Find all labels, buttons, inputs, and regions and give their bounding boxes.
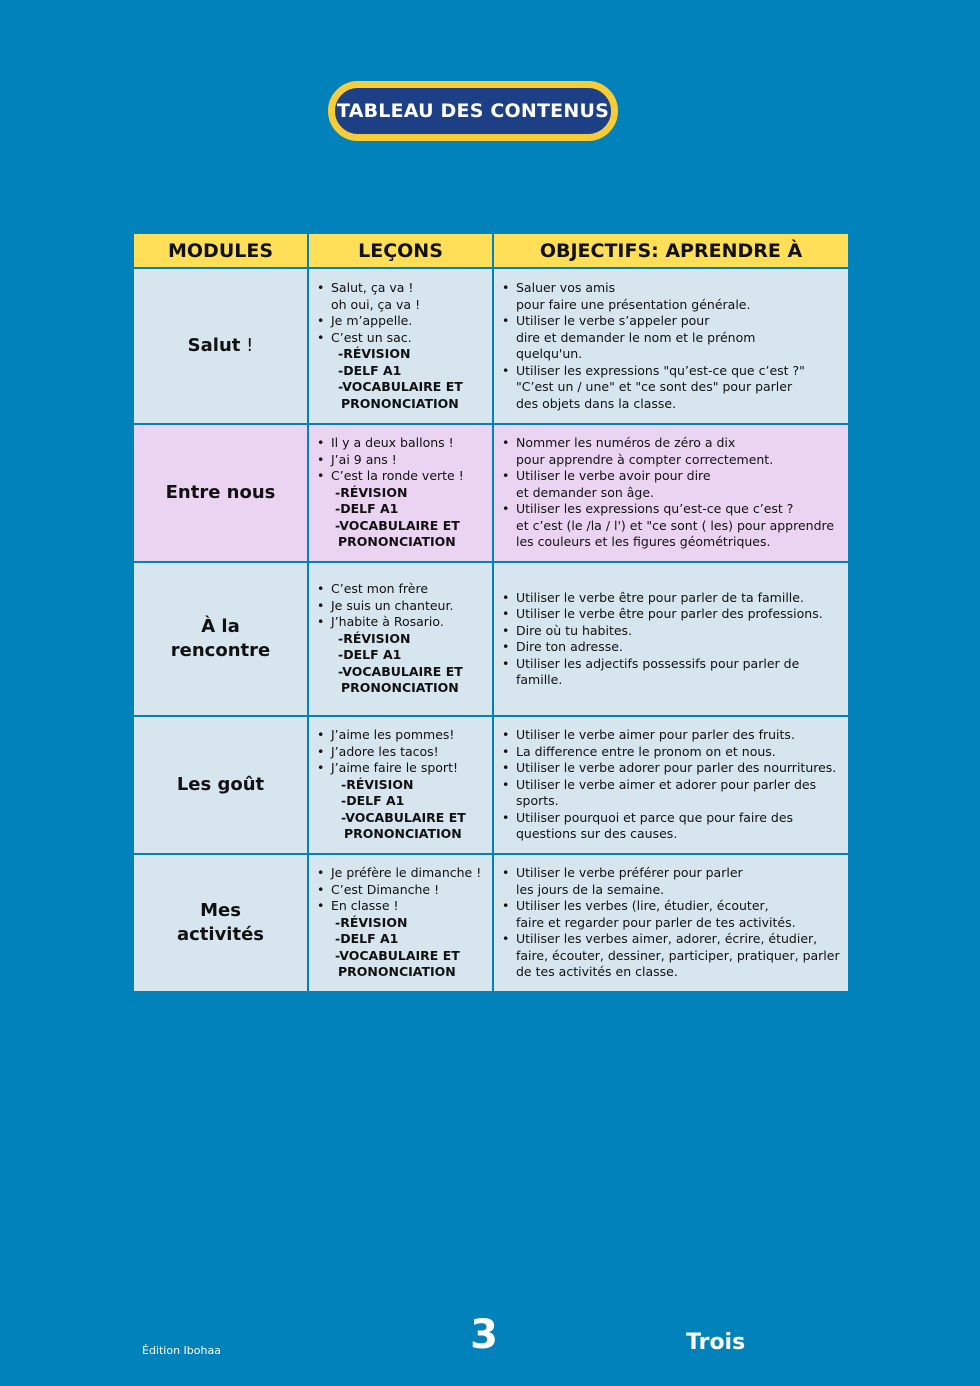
lesson-item: • C’est Dimanche ! [315, 882, 490, 899]
lesson-item: • J’adore les tacos! [315, 744, 490, 761]
lesson-item: • Je m’appelle. [315, 313, 490, 330]
lesson-tag-delf: -DELF A1 [338, 362, 402, 378]
objective-item: • Utiliser les verbes aimer, adorer, écrire, étudier, faire, écouter, dessiner, participer, pratiquer, parler de tes activités en classe. [500, 931, 844, 981]
page-number: 3 [470, 1312, 498, 1358]
objectives-list [500, 435, 844, 551]
edition-label: Édition Ibohaa [142, 1344, 221, 1357]
lesson-item: • Il y a deux ballons ! [315, 435, 490, 452]
lessons-list [315, 581, 490, 631]
lesson-item: • J’aime faire le sport! [315, 760, 490, 777]
objective-item: • Utiliser les verbes (lire, étudier, écouter, faire et regarder pour parler de tes activités. [500, 898, 844, 931]
lessons-cell [308, 716, 493, 854]
table-row [133, 268, 849, 424]
lesson-tag-delf: -DELF A1 [335, 931, 399, 947]
lesson-tag-pronunciation: PRONONCIATION [344, 826, 462, 842]
lesson-tag-pronunciation: PRONONCIATION [341, 395, 459, 411]
objectives-cell [493, 716, 849, 854]
objectives-list [500, 280, 844, 412]
lessons-cell [308, 562, 493, 716]
objectives-list [500, 590, 844, 689]
module-name: Salut [187, 335, 241, 356]
table-row [133, 716, 849, 854]
objectives-cell [493, 424, 849, 562]
module-cell [133, 854, 308, 992]
lesson-tag-vocabulary: -VOCABULAIRE ET [338, 663, 463, 679]
contents-table [132, 232, 850, 993]
lesson-tag-vocabulary: -VOCABULAIRE ET [341, 809, 466, 825]
lesson-item: • J’habite à Rosario. [315, 614, 490, 631]
module-name-line: rencontre [170, 640, 271, 661]
lesson-tag-revision: -RÉVISION [335, 914, 408, 930]
lesson-tag-revision: -RÉVISION [338, 346, 411, 361]
lesson-continuation: oh oui, ça va ! [331, 296, 421, 312]
lesson-tag-vocabulary: -VOCABULAIRE ET [335, 517, 460, 533]
lesson-item: • J’aime les pommes! [315, 727, 490, 744]
title-badge [328, 81, 618, 141]
header-objectives: OBJECTIFS: APRENDRE À [493, 233, 849, 268]
page-title: TABLEAU DES CONTENUS [337, 100, 609, 122]
table-row [133, 424, 849, 562]
objectives-cell [493, 562, 849, 716]
module-cell [133, 716, 308, 854]
lesson-tag-delf: -DELF A1 [338, 647, 402, 663]
objective-item: • Utiliser les adjectifs possessifs pour parler de famille. [500, 656, 844, 689]
lessons-list [315, 865, 490, 915]
objectives-cell [493, 268, 849, 424]
objectives-cell [493, 854, 849, 992]
lesson-item: • En classe ! [315, 898, 490, 915]
objective-item: • Utiliser le verbe être pour parler de ta famille. [500, 590, 844, 607]
lesson-item: • Salut, ça va ! [315, 280, 490, 297]
lessons-cell [308, 424, 493, 562]
lesson-tag-pronunciation: PRONONCIATION [341, 680, 459, 696]
objective-item: • Utiliser le verbe adorer pour parler des nourritures. [500, 760, 844, 777]
table-row [133, 562, 849, 716]
lesson-tag-vocabulary: -VOCABULAIRE ET [338, 379, 463, 394]
objective-item: • Nommer les numéros de zéro a dix pour apprendre à compter correctement. [500, 435, 844, 468]
objective-item: • Utiliser le verbe préférer pour parler les jours de la semaine. [500, 865, 844, 898]
objective-item: • Saluer vos amis pour faire une présentation générale. [500, 280, 844, 313]
table-header-row [133, 233, 849, 268]
objective-item: • Utiliser les expressions "qu’est-ce que c’est ?" "C’est un / une" et "ce sont des" pour parler des objets dans la classe. [500, 363, 844, 413]
module-name: Entre nous [165, 482, 276, 503]
lesson-item: • J’ai 9 ans ! [315, 452, 490, 469]
lesson-tag-vocabulary: -VOCABULAIRE ET [335, 947, 460, 963]
lesson-item: • C’est un sac. [315, 330, 490, 347]
lessons-list [315, 280, 490, 297]
lesson-tag-pronunciation: PRONONCIATION [338, 534, 456, 550]
header-lessons: LEÇONS [308, 233, 493, 268]
lessons-list [315, 435, 490, 485]
module-cell [133, 424, 308, 562]
module-name-line: activités [176, 924, 265, 945]
lesson-item: • Je préfère le dimanche ! [315, 865, 490, 882]
module-cell [133, 562, 308, 716]
lessons-cell [308, 854, 493, 992]
module-name: Les goût [176, 774, 265, 795]
objectives-list [500, 727, 844, 843]
objective-item: • Utiliser le verbe aimer pour parler des fruits. [500, 727, 844, 744]
lesson-tag-revision: -RÉVISION [338, 630, 411, 646]
objective-item: • Utiliser le verbe s’appeler pour dire et demander le nom et le prénom quelqu'un. [500, 313, 844, 363]
page-number-word: Trois [686, 1330, 746, 1355]
lesson-item: • C’est mon frère [315, 581, 490, 598]
header-modules: MODULES [133, 233, 308, 268]
module-name-line: Mes [200, 900, 241, 921]
module-cell [133, 268, 308, 424]
lesson-tag-delf: -DELF A1 [335, 501, 399, 517]
objective-item: • Utiliser les expressions qu’est-ce que c’est ? et c’est (le /la / l') et "ce sont ( les) pour apprendre les couleurs et les figures géométriques. [500, 501, 844, 551]
objective-item: • La difference entre le pronom on et nous. [500, 744, 844, 761]
objective-item: • Dire où tu habites. [500, 623, 844, 640]
objectives-list [500, 865, 844, 981]
lessons-list [315, 313, 490, 346]
lesson-item: • C’est la ronde verte ! [315, 468, 490, 485]
lesson-tag-delf: -DELF A1 [341, 793, 405, 809]
objective-item: • Utiliser pourquoi et parce que pour faire des questions sur des causes. [500, 810, 844, 843]
lesson-item: • Je suis un chanteur. [315, 598, 490, 615]
module-name-suffix: ! [240, 335, 254, 356]
module-name-line: À la [201, 616, 240, 637]
lessons-list [315, 727, 490, 777]
lesson-tag-revision: -RÉVISION [341, 776, 414, 792]
objective-item: • Utiliser le verbe aimer et adorer pour parler des sports. [500, 777, 844, 810]
objective-item: • Dire ton adresse. [500, 639, 844, 656]
lesson-tag-pronunciation: PRONONCIATION [338, 964, 456, 980]
table-row [133, 854, 849, 992]
lesson-tag-revision: -RÉVISION [335, 484, 408, 500]
lessons-cell [308, 268, 493, 424]
objective-item: • Utiliser le verbe avoir pour dire et demander son âge. [500, 468, 844, 501]
objective-item: • Utiliser le verbe être pour parler des professions. [500, 606, 844, 623]
